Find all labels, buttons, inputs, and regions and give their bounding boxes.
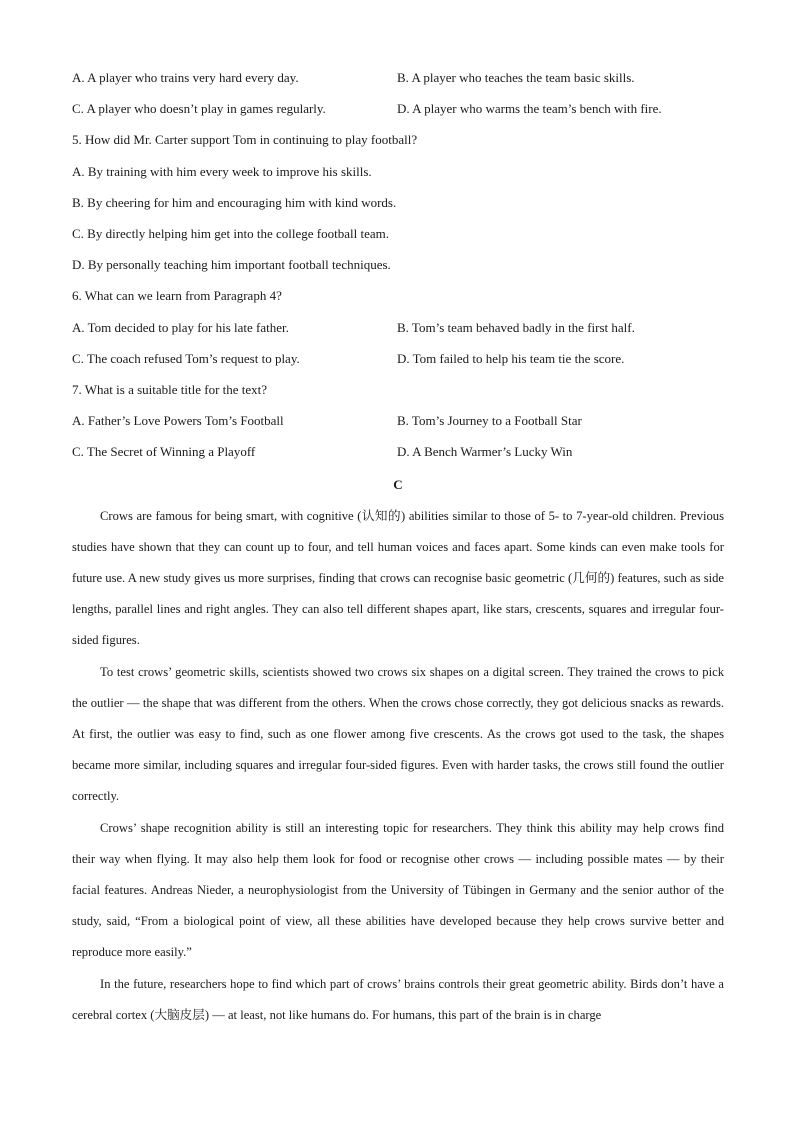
passage-paragraph-4: In the future, researchers hope to find which part of crows’ brains controls their great geometric ability. Birds don’t have a cerebral cortex (大脑皮层) — at least, not like humans do. For humans, this part of the brain is in charge [72,976,724,1022]
q4-options-row-2 [72,93,724,124]
q7-option-b[interactable]: B. Tom’s Journey to a Football Star [397,413,582,429]
q5-question: 5. How did Mr. Carter support Tom in continuing to play football? [72,132,418,148]
q6-option-d[interactable]: D. Tom failed to help his team tie the score. [397,350,625,366]
q6-question: 6. What can we learn from Paragraph 4? [72,288,282,304]
q7-option-d[interactable]: D. A Bench Warmer’s Lucky Win [397,444,573,460]
section-c-heading: C [393,477,403,493]
q7-options-row-2 [72,436,724,467]
q4-option-c[interactable]: C. A player who doesn’t play in games regularly. [72,101,326,117]
q7-question: 7. What is a suitable title for the text? [72,381,268,397]
q4-option-d[interactable]: D. A player who warms the team’s bench with fire. [397,101,662,117]
q5-option-a[interactable]: A. By training with him every week to improve his skills. [72,163,372,179]
q4-option-a[interactable]: A. A player who trains very hard every day. [72,70,299,85]
q6-option-b[interactable]: B. Tom’s team behaved badly in the first half. [397,319,635,335]
q5-option-d[interactable]: D. By personally teaching him important football techniques. [72,257,391,273]
exam-page [72,62,724,1031]
q4-option-b[interactable]: B. A player who teaches the team basic skills. [397,70,635,85]
q7-options-row-1 [72,405,724,436]
q6-options-row-2 [72,343,724,374]
q6-options-row-1 [72,312,724,343]
q6-option-a[interactable]: A. Tom decided to play for his late father. [72,319,289,335]
passage-paragraph-3: Crows’ shape recognition ability is still an interesting topic for researchers. They think this ability may help crows find their way when flying. It may also help them look for food or recognise other crows — including possible mates — by their facial features. Andreas Nieder, a neurophysiologist from the University of Tübingen in Germany and the senior author of the study, said, “From a biological point of view, all these abilities have developed because they help crows survive better and reproduce more easily.” [72,820,724,960]
q7-option-a[interactable]: A. Father’s Love Powers Tom’s Football [72,413,284,429]
q5-option-c[interactable]: C. By directly helping him get into the college football team. [72,225,389,241]
q4-options-row-1 [72,62,724,93]
q5-option-b[interactable]: B. By cheering for him and encouraging him with kind words. [72,194,397,210]
passage-paragraph-1: Crows are famous for being smart, with cognitive (认知的) abilities similar to those of 5- to 7-year-old children. Previous studies have shown that they can count up to four, and tell human voices and faces apart. Some kinds can even make tools for future use. A new study gives us more surprises, finding that crows can recognise basic geometric (几何的) features, such as side lengths, parallel lines and right angles. They can also tell different shapes apart, like stars, crescents, squares and irregular four-sided figures. [72,508,724,648]
q6-option-c[interactable]: C. The coach refused Tom’s request to play. [72,350,300,366]
passage-paragraph-2: To test crows’ geometric skills, scientists showed two crows six shapes on a digital screen. They trained the crows to pick the outlier — the shape that was different from the others. When the crows chose correctly, they got delicious snacks as rewards. At first, the outlier was easy to find, such as one flower among five crescents. As the crows got used to the task, the shapes became more similar, including squares and irregular four-sided figures. Even with harder tasks, the crows still found the outlier correctly. [72,664,724,804]
q7-option-c[interactable]: C. The Secret of Winning a Playoff [72,444,256,460]
